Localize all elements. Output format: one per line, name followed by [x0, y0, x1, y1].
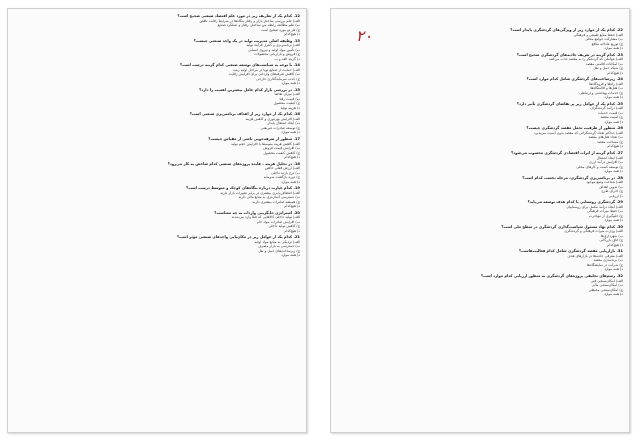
answer-option: الف) راه‌ها و فرودگاه‌ها — [589, 81, 623, 86]
question-body: در بررسی بازار کدام عامل بیشترین اهمیت را دارد؟ — [199, 87, 293, 92]
question-body: زیرساخت‌های گردشگری شامل کدام موارد است؟ — [526, 77, 616, 82]
question-item — [14, 211, 300, 234]
question-item — [337, 225, 623, 248]
question-item — [14, 137, 300, 160]
answer-option: د) همه موارد — [281, 253, 300, 258]
question-number: 13. — [293, 38, 300, 43]
answer-option: الف) حمایت از صنایع نوپا در مراحل اولیه رشد — [233, 67, 300, 72]
question-item — [337, 249, 623, 272]
question-number: 25. — [616, 101, 623, 106]
question-number: 19. — [293, 186, 300, 191]
question-number: 17. — [293, 136, 300, 141]
question-number: 21. — [293, 235, 300, 240]
answer-option: ب) نرخ بازده داخلی — [270, 170, 300, 175]
question-body: گردشگری روستایی با کدام هدف توسعه می‌یابد؟ — [527, 200, 616, 205]
answer-option: ب) امکانات اقامتی مقصد — [585, 61, 623, 66]
answer-option: الف) افزایش بهره‌وری و کاهش هزینه — [245, 116, 300, 121]
answer-option: ب) افزایش قیمت فروش — [263, 146, 300, 151]
question-item — [14, 39, 300, 62]
question-body: کدام یک از تعاریف زیر در مورد علم اقتصاد صنعتی صحیح است؟ — [177, 14, 293, 18]
question-body: وظیفه اصلی مدیریت تولید در یک واحد صنعتی چیست؟ — [193, 38, 293, 43]
answer-option: ب) افزایش درآمد ارزی — [588, 160, 623, 165]
question-item — [337, 102, 623, 125]
answer-option: د) همه موارد — [604, 267, 623, 272]
question-number: 23. — [616, 52, 623, 57]
document-page-left — [7, 8, 307, 433]
answer-option: ج) جلوگیری از مهاجرت — [588, 213, 623, 218]
answer-option: ج) امنیت مقصد — [600, 115, 623, 120]
answer-option: د) هیچ‌کدام — [284, 204, 300, 209]
question-body: منظور از ظرفیت تحمل مقصد گردشگری چیست؟ — [526, 126, 616, 131]
answer-option: الف) معرفی جاذبه‌ها در بازارهای هدف — [567, 253, 623, 258]
question-number: 20. — [293, 210, 300, 215]
answer-option: الف) تولید داخلی کالاهایی که قبلاً وارد می‌شدند — [231, 215, 300, 220]
question-item — [337, 126, 623, 149]
answer-option: ج) توزیع عادلانه منافع — [591, 41, 623, 46]
answer-option: ج) مساحت مقصد — [596, 139, 623, 144]
question-number: 31. — [616, 249, 623, 254]
answer-option: د) همه موارد — [604, 119, 623, 124]
question-body: کدام نهاد مسئول سیاست‌گذاری گردشگری در سطح ملی است؟ — [501, 224, 616, 229]
answer-option: ب) ایجاد اشتغال پایدار — [267, 121, 300, 126]
answer-option: ج) اجرای طرح — [601, 189, 623, 194]
question-item — [337, 53, 623, 76]
question-item — [337, 176, 623, 199]
answer-option: ب) علم مطالعه رابطه بین ساختار، رفتار و عملکرد صنایع — [217, 23, 300, 28]
answer-option: ب) دسترسی به بازار مصرف — [257, 244, 300, 249]
answer-option: الف) نزدیکی به منابع مواد اولیه — [254, 239, 300, 244]
question-body: رسم‌های تخلیقی پروژه‌های گردشگری به منظور ارزیابی کدام موارد است؟ — [480, 273, 616, 278]
question-number: 28. — [616, 175, 623, 180]
answer-option: ج) فروش و بازاریابی محصولات — [254, 52, 300, 57]
answer-option: ج) دوره بازگشت سرمایه — [263, 175, 300, 180]
question-body: کدام عبارت درباره بنگاه‌های کوچک و متوسط درست است؟ — [186, 186, 293, 191]
answer-option: د) هیچ‌کدام — [284, 32, 300, 37]
answer-option: ج) اتاق بازرگانی — [599, 238, 623, 243]
answer-option: ج) خدمات بهداشتی و ارتباطی — [579, 90, 623, 95]
question-number: 14. — [293, 63, 300, 68]
question-number: 18. — [293, 161, 300, 166]
question-list — [337, 28, 623, 297]
answer-option: د) ارزیابی — [608, 193, 623, 198]
question-number: 16. — [293, 112, 300, 117]
question-number: 32. — [616, 273, 623, 278]
answer-option: ب) شهرداری‌ها — [600, 233, 623, 238]
question-body: کدام یک از عوامل زیر در مکان‌یابی واحدهای صنعتی مؤثر است؟ — [176, 235, 293, 240]
question-body: در برنامه‌ریزی گردشگری، مرحله نخست کدام است؟ — [522, 175, 616, 180]
answer-option: ج) همیشه صادرات بیشتری دارند — [252, 199, 300, 204]
question-number: 22. — [616, 28, 623, 32]
question-item — [14, 88, 300, 111]
answer-option: ب) قیمت رقبا — [279, 96, 300, 101]
answer-option: ب) کاهش تعرفه‌های وارداتی برای افزایش رقابت — [228, 72, 300, 77]
answer-option: الف) برنامه‌ریزی و کنترل فرآیند تولید — [246, 43, 300, 48]
question-list — [14, 14, 300, 258]
question-item — [337, 200, 623, 223]
answer-option: د) همه موارد — [604, 218, 623, 223]
answer-option: الف) میزان تقاضا — [274, 92, 300, 97]
answer-option: د) هیچ‌کدام — [284, 155, 300, 160]
question-body: استراتژی جایگزینی واردات به چه معناست؟ — [214, 210, 293, 215]
answer-option: ب) دسترسی آسان‌تری به منابع مالی دارند — [238, 195, 300, 200]
answer-option: ب) تأمین مواد اولیه و نیروی انسانی — [248, 47, 300, 52]
answer-option: د) همه موارد — [281, 130, 300, 135]
answer-option: د) هیچ‌کدام — [607, 144, 623, 149]
answer-option: الف) درآمد گردشگران — [590, 106, 623, 111]
question-item — [337, 77, 623, 100]
answer-option: د) هیچ‌کدام — [607, 70, 623, 75]
answer-option: د) گزینه الف و ب — [274, 56, 300, 61]
answer-option: الف) کاهش هزینه متوسط با افزایش حجم تولید — [230, 141, 300, 146]
answer-option: د) همه موارد — [281, 81, 300, 86]
answer-option: ج) امکان‌سنجی محیطی — [588, 287, 623, 292]
answer-option: الف) شناخت وضع موجود — [586, 180, 623, 185]
question-number: 30. — [616, 224, 623, 229]
question-body: کدام یک از عوامل زیر بر تقاضای گردشگری تأثیر دارد؟ — [516, 101, 616, 106]
answer-option: د) همه موارد — [281, 179, 300, 184]
question-body: در تحلیل هزینه – فایده پروژه‌های صنعتی کدام شاخص به کار می‌رود؟ — [167, 161, 293, 166]
answer-option: الف) حفظ منابع طبیعی و فرهنگی — [573, 32, 623, 37]
answer-option: ج) کیفیت محصول — [273, 101, 300, 106]
question-number: 24. — [616, 77, 623, 82]
answer-option: الف) حداکثر تعداد گردشگرانی که مقصد بدون آسیب می‌پذیرد — [534, 130, 623, 135]
question-body: کدام یک از موارد زیر از ویژگی‌های گردشگری پایدار است؟ — [510, 28, 616, 32]
question-body: کدام گزینه از اثرات اقتصادی گردشگری محسوب می‌شود؟ — [511, 150, 616, 155]
question-body: با توجه به سیاست‌های توسعه صنعتی کدام گزینه درست است؟ — [179, 63, 293, 68]
answer-option: ب) برندسازی مقصد — [593, 258, 623, 263]
question-item — [14, 186, 300, 209]
question-item — [337, 274, 623, 297]
answer-option: الف) ارزش فعلی خالص — [264, 166, 300, 171]
answer-option: د) هیچ‌کدام — [607, 242, 623, 247]
answer-option: ج) توسعه صادرات غیرنفتی — [260, 125, 300, 130]
answer-option: د) همه موارد — [604, 292, 623, 297]
question-item — [337, 151, 623, 174]
answer-option: ب) امکان‌سنجی مالی — [591, 283, 623, 288]
answer-option: د) همه موارد — [604, 95, 623, 100]
answer-option: ج) هر دو مورد صحیح است — [260, 27, 300, 32]
question-item — [14, 14, 300, 37]
document-page-right — [330, 8, 630, 433]
answer-option: ب) حفظ میراث فرهنگی — [587, 209, 623, 214]
answer-option: ب) مشارکت جوامع محلی — [585, 37, 623, 42]
answer-option: ج) کاهش تولید داخلی — [268, 224, 300, 229]
answer-option: ب) تعداد هتل‌های مقصد — [588, 135, 623, 140]
answer-option: الف) وزارت میراث فرهنگی و گردشگری — [564, 229, 623, 234]
answer-option: ج) توسعه کسب و کارهای محلی — [576, 164, 623, 169]
question-body: منظور از صرفه‌جویی ناشی از مقیاس چیست؟ — [208, 136, 293, 141]
question-number: 12. — [293, 14, 300, 18]
answer-option: د) هیچ‌کدام — [284, 228, 300, 233]
answer-option: ج) زیرساخت‌های حمل و نقل — [258, 248, 300, 253]
question-number: 27. — [616, 150, 623, 155]
answer-option: ج) شرکت در نمایشگاه‌ها — [586, 262, 623, 267]
answer-option: ب) قیمت خدمات — [597, 110, 623, 115]
question-number: 26. — [616, 126, 623, 131]
answer-option: الف) امکان‌سنجی فنی — [590, 278, 623, 283]
answer-option: د) همه موارد — [604, 46, 623, 51]
answer-option: د) هزینه تولید — [280, 105, 300, 110]
answer-option: ب) هتل‌ها و اقامتگاه‌ها — [590, 86, 623, 91]
question-number: 15. — [293, 87, 300, 92]
question-number: 29. — [616, 200, 623, 205]
answer-option: ب) تدوین اهداف — [598, 184, 623, 189]
answer-option: الف) انعطاف‌پذیری بیشتری در برابر تغییرات بازار دارند — [220, 190, 300, 195]
question-item — [14, 112, 300, 135]
answer-option: الف) عواملی که گردشگر را به مقصد جذب می‌کنند — [549, 57, 623, 62]
handwritten-page-mark: ۲۰ — [356, 27, 373, 45]
answer-option: الف) ایجاد درآمد مکمل برای روستاییان — [566, 204, 623, 209]
question-body: کدام یک از موارد زیر از اهداف برنامه‌ریزی صنعتی است؟ — [189, 112, 293, 117]
answer-option: الف) ایجاد اشتغال — [596, 155, 623, 160]
question-item — [14, 63, 300, 86]
question-item — [14, 162, 300, 185]
answer-option: ج) کاهش کیفیت محصول — [263, 150, 300, 155]
answer-option: د) همه موارد — [604, 169, 623, 174]
answer-option: الف) علم بررسی ساختار بازار و رفتار بنگاه‌ها در شرایط رقابت ناقص — [199, 18, 300, 23]
answer-option: ج) جذب سرمایه‌گذاری خارجی — [256, 76, 300, 81]
question-item — [14, 235, 300, 258]
question-body: کدام گزینه در تعریف جاذبه‌های گردشگری صحیح است؟ — [516, 52, 616, 57]
answer-option: ج) شبکه حمل و نقل — [593, 66, 623, 71]
answer-option: ب) افزایش صادرات مواد خام — [256, 219, 300, 224]
question-body: بازاریابی مقصد گردشگری شامل کدام فعالیت‌هاست؟ — [518, 249, 616, 254]
question-item — [337, 28, 623, 51]
